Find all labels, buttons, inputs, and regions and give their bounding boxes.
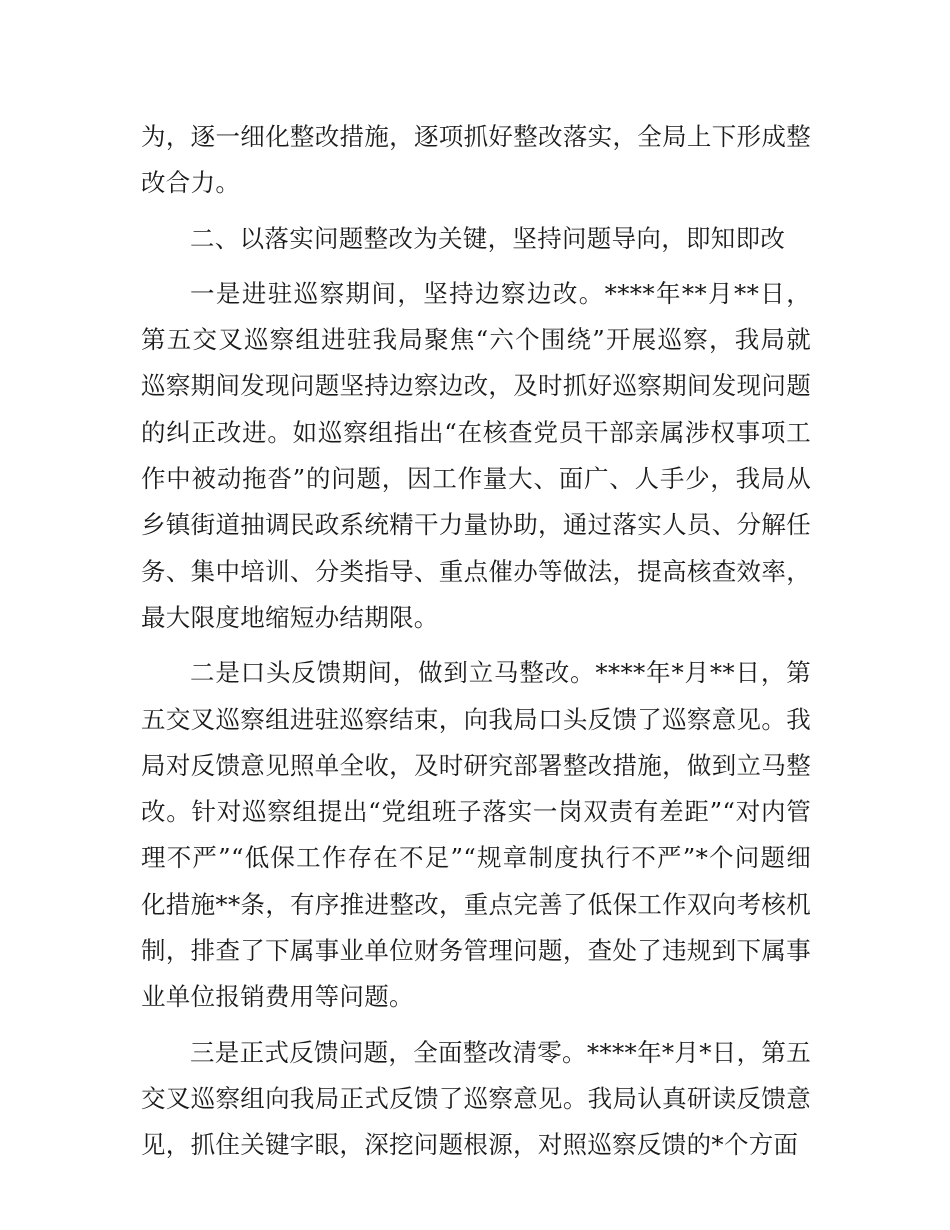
- paragraph-continuation: 为，逐一细化整改措施，逐项抓好整改落实，全局上下形成整改合力。: [141, 122, 811, 198]
- paragraph-third-item: 三是正式反馈问题，全面整改清零。****年*月*日，第五交叉巡察组向我局正式反馈了巡察意见。我局认真研读反馈意见，抓住关键字眼，深挖问题根源，对照巡察反馈的*个方面: [141, 1037, 811, 1160]
- paragraph-first-item: 一是进驻巡察期间，坚持边察边改。****年**月**日，第五交叉巡察组进驻我局聚焦“六个围绕”开展巡察，我局就巡察期间发现问题坚持边察边改，及时抓好巡察期间发现问题的纠正改进。如巡察组指出“在核查党员干部亲属涉权事项工作中被动拖沓”的问题，因工作量大、面广、人手少，我局从乡镇街道抽调民政系统精干力量协助，通过落实人员、分解任务、集中培训、分类指导、重点催办等做法，提高核查效率，最大限度地缩短办结期限。: [141, 278, 811, 632]
- section-heading: 二、以落实问题整改为关键，坚持问题导向，即知即改: [190, 223, 786, 253]
- paragraph-second-item: 二是口头反馈期间，做到立马整改。****年*月**日，第五交叉巡察组进驻巡察结束，向我局口头反馈了巡察意见。我局对反馈意见照单全收，及时研究部署整改措施，做到立马整改。针对巡察组提出“党组班子落实一岗双责有差距”“对内管理不严”“低保工作存在不足”“规章制度执行不严”*个问题细化措施**条，有序推进整改，重点完善了低保工作双向考核机制，排查了下属事业单位财务管理问题，查处了违规到下属事业单位报销费用等问题。: [141, 658, 811, 1012]
- document-body: [141, 114, 811, 1178]
